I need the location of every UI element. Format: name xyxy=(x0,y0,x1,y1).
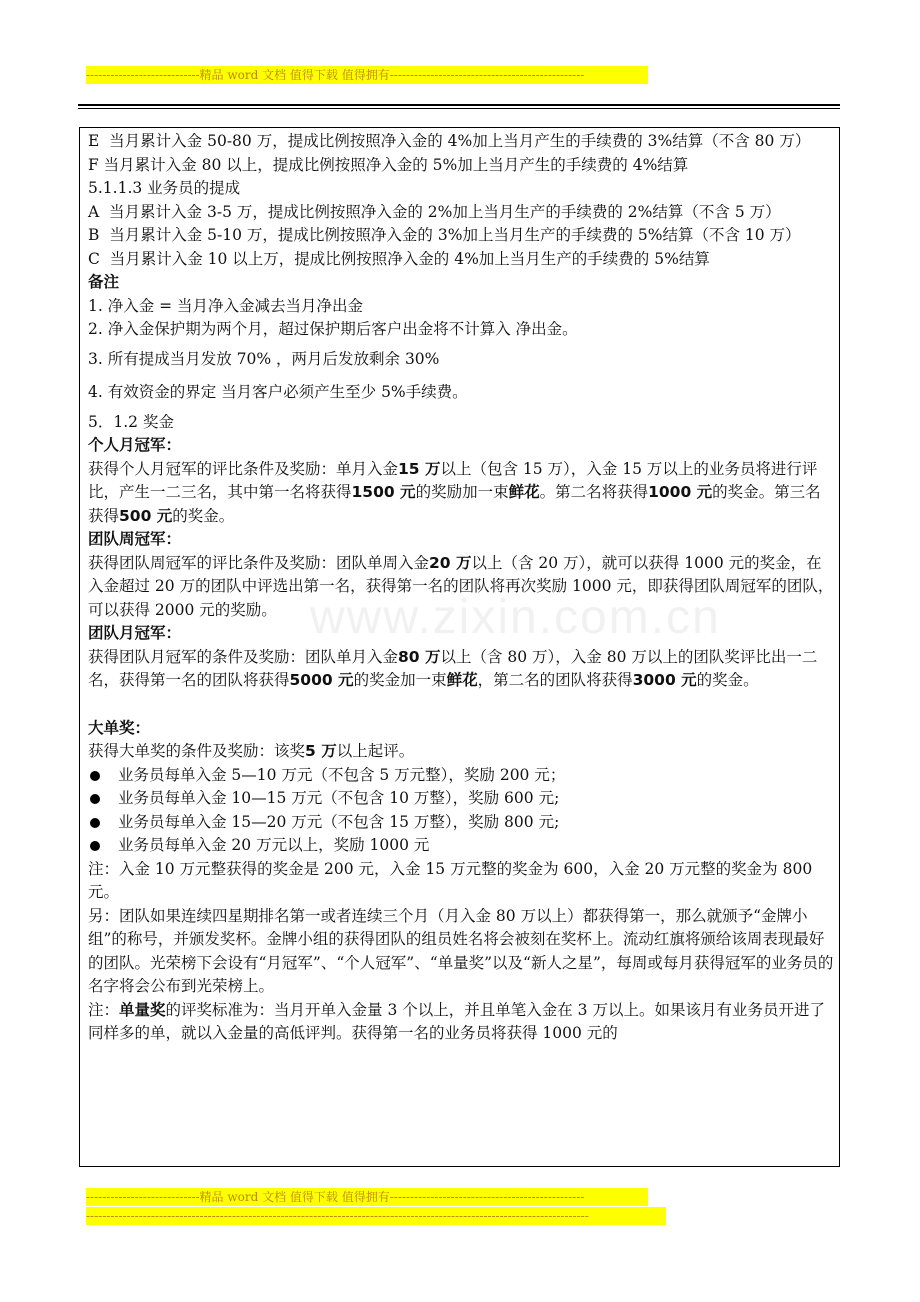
list-item-text: 业务员每单入金 10—15 万元（不包含 10 万整），奖励 600 元; xyxy=(118,789,560,807)
section-heading-5113: 5.1.1.3 业务员的提成 xyxy=(88,179,241,197)
list-item-text: 业务员每单入金 20 万元以上，奖励 1000 元 xyxy=(118,836,430,854)
team-monthly-champion-text: 获得团队月冠军的条件及奖励：团队单月入金80 万以上（含 80 万），入金 80 万以上的团队奖评比出一二名，获得第一名的团队将获得5000 元的奖金加一束鲜花，第二名的团队将获得3000 元的奖金。 xyxy=(88,647,818,689)
footer-dash-line: ---------------------------------------------------------------------------------------------------------------------------- xyxy=(86,1207,666,1225)
big-order-note: 注：入金 10 万元整获得的奖金是 200 元，入金 15 万元整的奖金为 600，入金 20 万元整的奖金为 800 元。 xyxy=(88,859,818,901)
bullet-icon xyxy=(90,818,100,828)
team-weekly-champion-text: 获得团队周冠军的评比条件及奖励：团队单周入金20 万以上（含 20 万），就可以获得 1000 元的奖金，在入金超过 20 万的团队中评选出第一名，获得第一名的团队将再次奖励 1000 元，即获得团队周冠军的团队，可以获得 2000 元的奖励。 xyxy=(88,553,834,619)
note-item-1: 1. 净入金 = 当月净入金减去当月净出金 xyxy=(88,296,364,315)
single-count-award-note: 注：单量奖的评奖标准为：当月开单入金量 3 个以上，并且单笔入金在 3 万以上。如果该月有业务员开进了同样多的单，就以入金量的高低评判。获得第一名的业务员将获得 1000 元的 xyxy=(88,1000,825,1042)
big-order-award-heading: 大单奖： xyxy=(88,718,151,737)
rule-line-f: F 当月累计入金 80 以上，提成比例按照净入金的 5%加上当月产生的手续费的 4%结算 xyxy=(88,155,689,174)
list-item xyxy=(88,787,835,811)
note-item-2: 2. 净入金保护期为两个月，超过保护期后客户出金将不计算入 净出金。 xyxy=(88,320,578,338)
team-weekly-champion-heading: 团队周冠军： xyxy=(88,530,182,548)
rule-line-a: A 当月累计入金 3-5 万，提成比例按照净入金的 2%加上当月生产的手续费的 2%结算（不含 5 万） xyxy=(88,202,781,221)
watermark: www.zixin.com.cn xyxy=(310,591,721,644)
list-item xyxy=(88,834,835,858)
section-heading-512: 5．1.2 奖金 xyxy=(88,412,174,431)
personal-monthly-champion-heading: 个人月冠军： xyxy=(88,436,182,454)
bullet-icon xyxy=(90,841,100,851)
header-banner: ----------------------------精品 word 文档 值得下载 值得拥有------------------------------------------------ xyxy=(86,66,648,84)
document-content-box xyxy=(79,127,840,1167)
personal-monthly-champion-text: 获得个人月冠军的评比条件及奖励：单月入金15 万以上（包含 15 万），入金 15 万以上的业务员将进行评比，产生一二三名，其中第一名将获得1500 元的奖励加一束鲜花。第二名将获得1000 元的奖金。第三名获得500 元的奖金。 xyxy=(88,459,821,525)
team-monthly-champion-heading: 团队月冠军： xyxy=(88,624,182,642)
bullet-icon xyxy=(90,771,100,781)
bullet-icon xyxy=(90,794,100,804)
team-honor-paragraph: 另：团队如果连续四星期排名第一或者连续三个月（月入金 80 万以上）都获得第一，那么就颁予“金牌小组”的称号，并颁发奖杯。金牌小组的获得团队的组员姓名将会被刻在奖杯上。流动红旗将颁给该周表现最好的团队。光荣榜下会设有“月冠军”、“个人冠军”、“单量奖”以及“新人之星”，每周或每月获得冠军的业务员的名字将会公布到光荣榜上。 xyxy=(88,906,834,995)
notes-heading: 备注 xyxy=(88,273,120,291)
header-rule-thin xyxy=(78,108,840,109)
header-rule-thick xyxy=(78,104,840,106)
list-item-text: 业务员每单入金 15—20 万元（不包含 15 万整），奖励 800 元; xyxy=(118,812,560,831)
big-order-award-text: 获得大单奖的条件及奖励：该奖5 万以上起评。 xyxy=(88,742,415,760)
rule-line-e: E 当月累计入金 50-80 万，提成比例按照净入金的 4%加上当月产生的手续费的 3%结算（不含 80 万） xyxy=(88,132,811,150)
list-item-text: 业务员每单入金 5—10 万元（不包含 5 万元整），奖励 200 元； xyxy=(118,765,566,784)
note-item-4: 4. 有效资金的界定 当月客户必须产生至少 5%手续费。 xyxy=(88,383,468,401)
rule-line-c: C 当月累计入金 10 以上万，提成比例按照净入金的 4%加上当月生产的手续费的 5%结算 xyxy=(88,249,710,268)
list-item xyxy=(88,764,835,788)
rule-line-b: B 当月累计入金 5-10 万，提成比例按照净入金的 3%加上当月生产的手续费的 5%结算（不含 10 万） xyxy=(88,226,801,244)
list-item xyxy=(88,811,835,835)
note-item-3: 3. 所有提成当月发放 70% ，两月后发放剩余 30% xyxy=(88,349,440,368)
footer-banner: ----------------------------精品 word 文档 值得下载 值得拥有------------------------------------------------ xyxy=(86,1188,648,1206)
